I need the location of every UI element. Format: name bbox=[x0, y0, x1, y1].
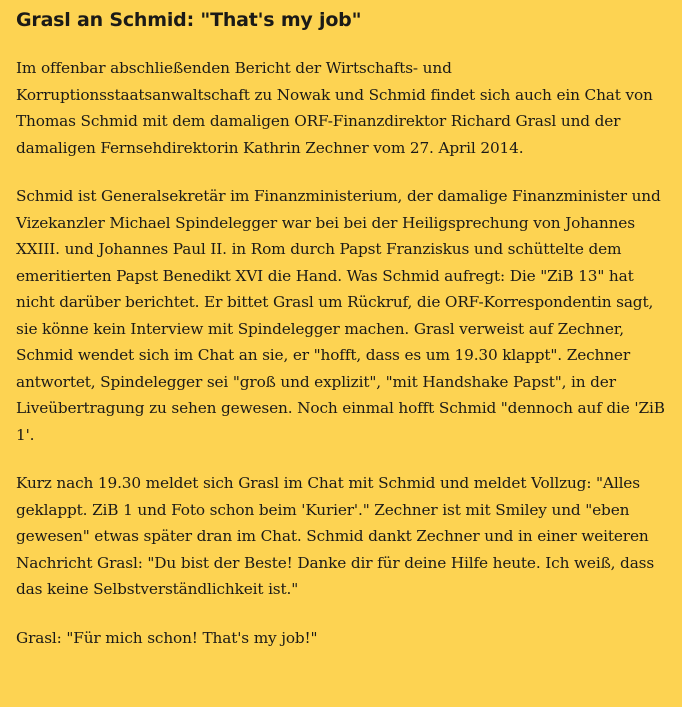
article-paragraph-1: Im offenbar abschließenden Bericht der Wirtschafts- und Korruptionsstaatsanwaltschaft zu Nowak und Schmid findet sich auch ein Chat von Thomas Schmid mit dem damaligen ORF-Finanzdirektor Richard Grasl und der damaligen Fernsehdirektorin Kathrin Zechner vom 27. April 2014. bbox=[16, 59, 653, 157]
article-headline: Grasl an Schmid: "That's my job" bbox=[16, 9, 362, 31]
article-paragraph-2: Schmid ist Generalsekretär im Finanzministerium, der damalige Finanzminister und Vizekanzler Michael Spindelegger war bei bei der Heiligsprechung von Johannes XXIII. und Johannes Paul II. in Rom durch Papst Franziskus und schüttelte dem emeritierten Papst Benedikt XVI die Hand. Was Schmid aufregt: Die "ZiB 13" hat nicht darüber berichtet. Er bittet Grasl um Rückruf, die ORF-Korrespondentin sagt, sie könne kein Interview mit Spindelegger machen. Grasl verweist auf Zechner, Schmid wendet sich im Chat an sie, er "hofft, dass es um 19.30 klappt". Zechner antwortet, Spindelegger sei "groß und explizit", "mit Handshake Papst", in der Liveübertragung zu sehen gewesen. Noch einmal hofft Schmid "dennoch auf die 'ZiB 1'. bbox=[16, 187, 665, 444]
article-paragraph-4: Grasl: "Für mich schon! That's my job!" bbox=[16, 628, 318, 647]
article-paragraph-3: Kurz nach 19.30 meldet sich Grasl im Chat mit Schmid und meldet Vollzug: "Alles geklappt. ZiB 1 und Foto schon beim 'Kurier'." Zechner ist mit Smiley und "eben gewesen" etwas später dran im Chat. Schmid dankt Zechner und in einer weiteren Nachricht Grasl: "Du bist der Beste! Danke dir für deine Hilfe heute. Ich weiß, dass das keine Selbstverständlichkeit ist." bbox=[16, 474, 655, 598]
